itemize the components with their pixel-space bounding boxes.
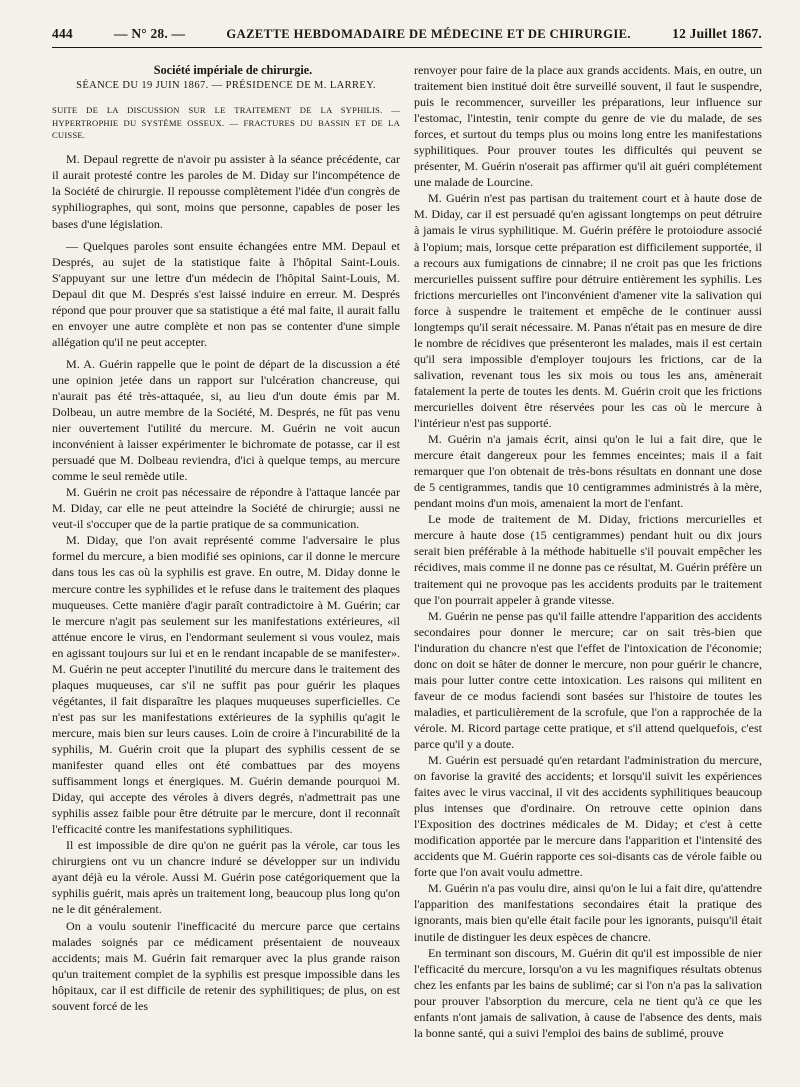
issue-date: 12 Juillet 1867. (672, 26, 762, 41)
paragraph: On a voulu soutenir l'inefficacité du mercure parce que certains malades soignés par ce médicament présentaient de nouveaux accidents; mais M. Guérin fait remarquer avec la plus grande raison qu'un traitement complet de la syphilis est presque impossible dans les hôpitaux, car il est difficile de retenir des syphilitiques; de plus, on est souvent forcé de les (52, 918, 400, 1013)
page-header (52, 26, 762, 48)
session-summary: SUITE DE LA DISCUSSION SUR LE TRAITEMENT DE LA SYPHILIS. — HYPERTROPHIE DU SYSTÈME OSSEUX. — FRACTURES DU BASSIN ET DE LA CUISSE. (52, 105, 400, 140)
left-column (52, 62, 400, 1041)
page-number: 444 (52, 26, 73, 41)
paragraph: M. Diday, que l'on avait représenté comme l'adversaire le plus formel du mercure, a bien modifié ses opinions, car il donne le mercure dans tous les cas où la syphilis est grave. En outre, M. Diday donne le mercure contre les syphilides et le refuse dans le traitement des plaques muqueuses. Cette manière d'agir paraît contradictoire à M. Guérin; car le mercure n'agit pas seulement sur les manifestations extérieures, «il atténue encore le virus, en l'endormant seulement si vous voulez, mais en agissant toujours sur lui et en le rendant incapable de se manifester». M. Guérin ne peut accepter l'inutilité du mercure dans le traitement des plaques muqueuses, car s'il ne suffit pas pour guérir les plaques végétantes, il fait disparaître les plaques muqueuses superficielles. Ce n'est pas sur les manifestations extérieures de la syphilis qu'agit le mercure, mais bien sur leurs causes. Loin de croire à l'incurabilité de la syphilis, M. Guérin croit que la plupart des syphilis cessent de se manifester quand elles ont été combattues par des moyens suffisamment longs et énergiques. M. Guérin demande pourquoi M. Diday, qui accepte des véroles à divers degrés, n'admettrait pas une syphilis assez faible pour être détruite par le mercure, dont il reconnaît l'efficacité contre les manifestations syphilitiques. (52, 533, 400, 837)
paragraph: M. Guérin n'a pas voulu dire, ainsi qu'on le lui a fait dire, qu'attendre l'apparition des manifestations secondaires était la pratique des ignorants, mais bien qu'elle était facile pour les ignorants, puisqu'il était inutile de distinguer les deux espèces de chancre. (414, 881, 762, 944)
session-line: SÉANCE DU 19 JUIN 1867. — PRÉSIDENCE DE M. LARREY. (76, 80, 376, 92)
paragraph: M. Guérin ne pense pas qu'il faille attendre l'apparition des accidents secondaires pour donner le mercure; car on sait très-bien que l'induration du chancre n'est que l'effet de l'intoxication de l'économie; donc on doit se hâter de donner le mercure, non pour guérir le chancre, mais pour lutter contre cette intoxication. Les raisons qui militent en faveur de ce modus faciendi sont basées sur l'histoire de toutes les maladies, et particulièrement de la scrofule, que l'on a rapprochée de la vérole. M. Ricord partage cette pratique, et s'il attend quelquefois, c'est parce qu'il y a doute. (414, 608, 762, 751)
paragraph: Le mode de traitement de M. Diday, frictions mercurielles et mercure à haute dose (15 centigrammes) pendant huit ou dix jours serait bien préférable à la méthode habituelle s'il pouvait empêcher les récidives, mais comme il ne donne pas ce résultat, M. Guérin préfère un traitement qui ne provoque pas les accidents produits par le traitement que l'on pourrait appeler à grande vitesse. (414, 512, 762, 607)
text-columns (52, 62, 762, 1041)
society-heading: Société impériale de chirurgie. (153, 63, 313, 77)
paragraph: M. A. Guérin rappelle que le point de départ de la discussion a été une opinion jetée dans un rapport sur l'ulcération chancreuse, qui n'aurait pas été très-attaquée, si, au lieu d'un doute émis par M. Dolbeau, un autre membre de la Société, M. Després, ne fût pas venu nier ouvertement l'utilité du mercure. M. Guérin ne voit aucun inconvénient à laisser expérimenter le bichromate de potasse, car il est persuadé que M. Dolbeau reviendra, d'ici à quelque temps, au mercure comme le seul remède utile. (52, 356, 400, 484)
paragraph: Il est impossible de dire qu'on ne guérit pas la vérole, car tous les chirurgiens ont vu un chancre induré se développer sur un individu ayant déjà eu la vérole. Aussi M. Guérin pose catégoriquement que la syphilis guérit, mais après un traitement long, beaucoup plus long qu'on ne le dit généralement. (52, 838, 400, 917)
paragraph: renvoyer pour faire de la place aux grands accidents. Mais, en outre, un traitement bien institué doit être surveillé souvent, il faut le suspendre, puis le recommencer, surveiller les préparations, leur influence sur l'estomac, l'intestin, tenir compte du genre de vie du malade, de ses forces, et surtout du temps plus ou moins long entre les manifestations syphilitiques. Pour prouver toutes les difficultés qui peuvent se présenter, M. Guérin n'oserait pas affirmer qu'il ait guéri complétement une malade de Lourcine. (414, 63, 762, 190)
paragraph: M. Guérin est persuadé qu'en retardant l'administration du mercure, on favorise la gravité des accidents; et lorsqu'il suivit les expériences faites avec le virus vaccinal, il vit des accidents syphilitiques beaucoup plus intenses que d'ordinaire. On retrouve cette opinion dans l'Exposition des doctrines médicales de M. Diday; et c'est à cette modification apportée par le mercure dans l'apparition et l'intensité des accidents que M. Guérin rapporte ces soi-disants cas de vérole faible ou forte que l'on avait voulu admettre. (414, 753, 762, 880)
right-column (414, 62, 762, 1041)
paragraph: — Quelques paroles sont ensuite échangées entre MM. Depaul et Després, au sujet de la statistique faite à l'hôpital Saint-Louis. S'appuyant sur une lettre d'un médecin de l'hôpital Saint-Louis, M. Depaul dit que M. Després s'est laissé induire en erreur. M. Després répond que pour prouver que sa statistique a été mal faite, il aurait fallu en envoyer une autre complète et non pas se contenter d'une simple allégation qu'il ne peut accepter. (52, 238, 400, 349)
paragraph: M. Guérin n'a jamais écrit, ainsi qu'on le lui a fait dire, que le mercure était dangereux pour les femmes enceintes; mais il a fait remarquer que l'on obtenait de très-bons résultats en donnant une dose de 5 centigrammes, tandis que 10 centigrammes administrés à la mère, pendant moins d'un mois, amenaient la mort de l'enfant. (414, 432, 762, 511)
paragraph: En terminant son discours, M. Guérin dit qu'il est impossible de nier l'efficacité du mercure, lorsqu'on a vu les magnifiques résultats obtenus chez les enfants par les bains de sublimé; car si l'on n'a pas la salivation pour prouver l'absorption du mercure, cela ne tient qu'à ce que les enfants n'ont jamais de salivation, à cause de l'absence des dents, mais la bonne santé, qui a suivi l'emploi des bains de sublimé, prouve (414, 945, 762, 1040)
issue-number: — N° 28. — (114, 26, 186, 41)
journal-title: GAZETTE HEBDOMADAIRE DE MÉDECINE ET DE CHIRURGIE. (226, 27, 631, 41)
paragraph: M. Guérin n'est pas partisan du traitement court et à haute dose de M. Diday, car il est persuadé qu'en agissant longtemps on peut détruire à jamais le virus syphilitique. M. Guérin préfère le protoiodure associé à l'opium; mais, lorsque cette préparation est difficilement supportée, il a recours aux fumigations de cinnabre; il ne croit pas que les frictions mercurielles puissent suffire pour détruire entièrement les syphilis. Les frictions mercurielles ont l'inconvénient d'amener vite la salivation qui force à suspendre le traitement et empêche de le continuer aussi longtemps qu'il serait nécessaire. M. Panas n'était pas en mesure de dire le nombre de récidives que présenteront les malades, mais il est certain qu'il sera impossible d'employer toujours les frictions, car de la salivation, revenant tous les six mois ou tous les ans, amènerait fatalement la perte de toutes les dents. M. Guérin croit que les frictions mercurielles doivent être réservées pour les cas où le mercure à l'intérieur n'est pas supporté. (414, 191, 762, 431)
paragraph: M. Guérin ne croit pas nécessaire de répondre à l'attaque lancée par M. Diday, car elle ne peut atteindre la Société de chirurgie; aussi ne veut-il s'occuper que de la partie pratique de sa communication. (52, 485, 400, 532)
paragraph: M. Depaul regrette de n'avoir pu assister à la séance précédente, car il aurait protesté contre les paroles de M. Diday sur l'incompétence de la Société de chirurgie. Il repousse complètement l'idée d'un congrès de syphiliographes, qui sont, moins que personne, capables de poser les bases d'une législation. (52, 152, 400, 231)
